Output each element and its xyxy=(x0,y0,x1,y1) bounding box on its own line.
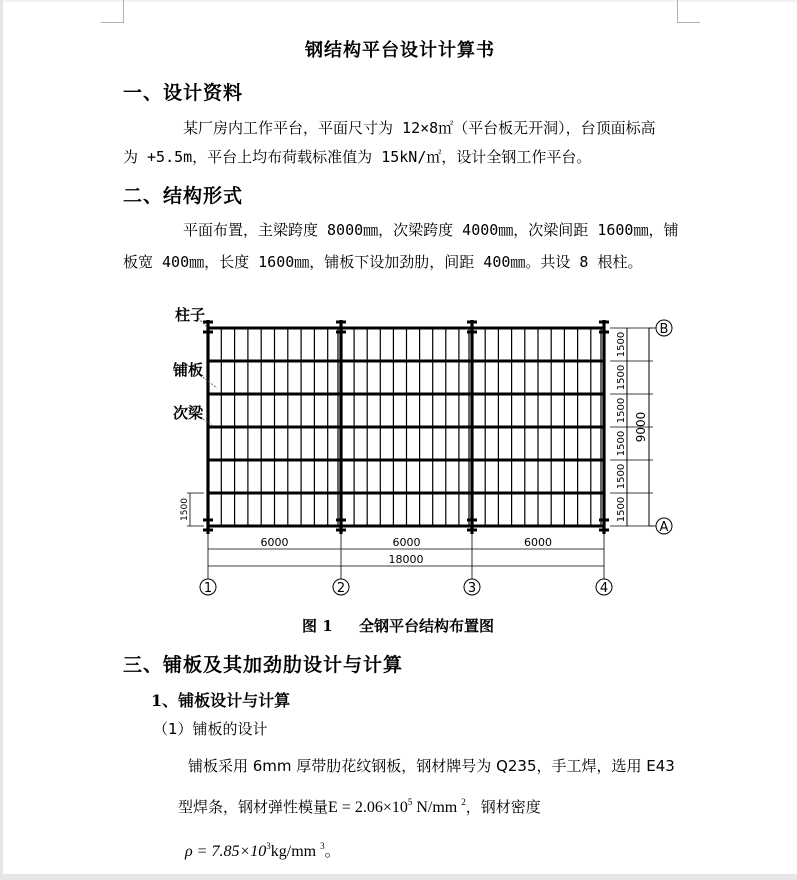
dimension-total-label: 18000 xyxy=(388,553,424,566)
column-marker xyxy=(336,529,346,532)
density-end: 。 xyxy=(324,843,341,860)
dimension-label: 6000 xyxy=(392,536,421,549)
column-marker xyxy=(336,321,346,324)
dimension-label: 1500 xyxy=(616,397,627,424)
axis-label: 4 xyxy=(599,581,609,596)
dimension-label: 6000 xyxy=(260,536,289,549)
modulus-unit: N/mm xyxy=(412,799,458,816)
layout-grid xyxy=(203,320,609,534)
column-marker xyxy=(467,529,477,532)
paragraph-line: 为 +5.5m，平台上均布荷载标准值为 15kN/㎡，设计全钢工作平台。 xyxy=(123,148,592,166)
column-marker xyxy=(599,529,609,532)
label-deck: 铺板 xyxy=(173,361,204,379)
modulus-value: E = 2.06×10 xyxy=(328,799,408,816)
column-marker xyxy=(203,519,213,522)
document-page xyxy=(3,0,797,874)
math-modulus xyxy=(328,799,466,816)
text-prefix: 型焊条，钢材弹性模量 xyxy=(178,798,329,816)
density-unit: kg/mm xyxy=(270,843,317,860)
axis-label: A xyxy=(659,520,669,535)
paragraph-line-modulus xyxy=(178,796,541,817)
subsection-heading: 1、铺板设计与计算 xyxy=(151,691,291,710)
structure-layout-drawing xyxy=(3,0,797,610)
dimension-label: 1500 xyxy=(616,430,627,457)
math-density xyxy=(185,838,341,861)
modulus-unit-exponent: 2 xyxy=(461,797,466,807)
axis-label: 1 xyxy=(203,581,213,596)
dimension-total-label: 9000 xyxy=(634,411,648,443)
density-value: ρ = 7.85×10 xyxy=(185,843,267,860)
document-title: 钢结构平台设计计算书 xyxy=(305,40,495,61)
dimension-label: 1500 xyxy=(616,496,627,523)
next-line-cutoff xyxy=(163,868,168,874)
figure-caption-text: 全钢平台结构布置图 xyxy=(359,617,495,635)
density-unit-exponent: 3 xyxy=(320,841,325,851)
column-marker xyxy=(599,331,609,334)
column-marker xyxy=(203,529,213,532)
column-marker xyxy=(336,331,346,334)
column-marker xyxy=(467,519,477,522)
item-heading: （1）铺板的设计 xyxy=(153,720,268,738)
label-secondary-beam: 次梁 xyxy=(173,404,204,422)
axis-label: 3 xyxy=(467,581,477,596)
column-marker xyxy=(467,321,477,324)
dimension-label: 1500 xyxy=(616,364,627,391)
column-marker xyxy=(599,519,609,522)
axis-label: 2 xyxy=(336,581,346,596)
paragraph-line: 平面布置，主梁跨度 8000㎜，次梁跨度 4000㎜，次梁间距 1600㎜，铺 xyxy=(183,221,679,239)
paragraph-line: 板宽 400㎜，长度 1600㎜，铺板下设加劲肋，间距 400㎜。共设 8 根柱。 xyxy=(123,253,643,271)
paragraph-line: 某厂房内工作平台，平面尺寸为 12×8㎡（平台板无开洞），台顶面标高 xyxy=(183,119,656,137)
text-suffix: ，钢材密度 xyxy=(465,798,541,816)
label-column: 柱子 xyxy=(175,306,206,324)
column-marker xyxy=(599,321,609,324)
modulus-exponent: 5 xyxy=(407,797,413,807)
axis-label: B xyxy=(659,322,669,337)
column-marker xyxy=(336,519,346,522)
density-exponent: 3 xyxy=(266,841,271,851)
dimension-label: 6000 xyxy=(524,536,552,549)
section-heading-design-data: 一、设计资料 xyxy=(123,82,244,104)
figure-caption-number: 图 1 xyxy=(302,617,333,635)
dimension-label: 1500 xyxy=(616,331,627,358)
paragraph-line: 铺板采用 6mm 厚带肋花纹钢板，钢材牌号为 Q235，手工焊，选用 E43 xyxy=(188,757,675,775)
dimension-label: 1500 xyxy=(616,463,627,490)
column-marker xyxy=(203,331,213,334)
section-heading-structure: 二、结构形式 xyxy=(123,185,244,207)
column-marker xyxy=(467,331,477,334)
section-heading-deck: 三、铺板及其加劲肋设计与计算 xyxy=(123,654,404,676)
dimension-label: 1500 xyxy=(180,498,190,521)
